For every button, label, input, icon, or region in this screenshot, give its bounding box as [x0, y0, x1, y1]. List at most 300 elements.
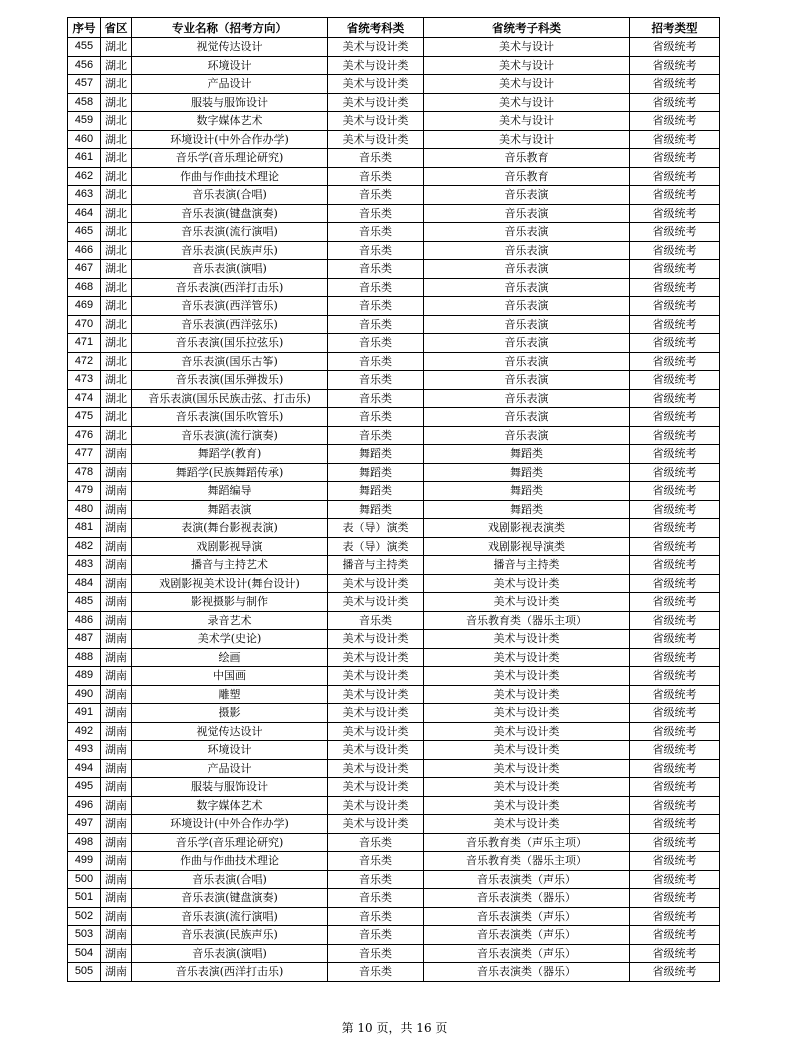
cell-admission-type: 省级统考: [630, 297, 720, 316]
cell-index: 496: [68, 796, 101, 815]
cell-province: 湖南: [101, 852, 132, 871]
cell-index: 465: [68, 223, 101, 242]
cell-exam-category: 美术与设计类: [328, 759, 424, 778]
cell-exam-subcategory: 音乐表演: [424, 204, 630, 223]
cell-admission-type: 省级统考: [630, 426, 720, 445]
cell-major-name: 戏剧影视美术设计(舞台设计): [132, 574, 328, 593]
cell-major-name: 音乐表演(国乐古筝): [132, 352, 328, 371]
table-row: [68, 186, 720, 205]
table-row: [68, 556, 720, 575]
cell-province: 湖北: [101, 167, 132, 186]
cell-admission-type: 省级统考: [630, 685, 720, 704]
cell-major-name: 环境设计: [132, 741, 328, 760]
cell-province: 湖南: [101, 648, 132, 667]
cell-admission-type: 省级统考: [630, 315, 720, 334]
cell-major-name: 音乐表演(国乐吹管乐): [132, 408, 328, 427]
table-row: [68, 297, 720, 316]
cell-major-name: 音乐表演(合唱): [132, 870, 328, 889]
cell-admission-type: 省级统考: [630, 38, 720, 57]
cell-province: 湖南: [101, 870, 132, 889]
cell-exam-subcategory: 舞蹈类: [424, 463, 630, 482]
cell-major-name: 表演(舞台影视表演): [132, 519, 328, 538]
cell-major-name: 音乐表演(西洋打击乐): [132, 963, 328, 982]
cell-admission-type: 省级统考: [630, 260, 720, 279]
cell-index: 491: [68, 704, 101, 723]
cell-admission-type: 省级统考: [630, 815, 720, 834]
cell-exam-subcategory: 音乐表演: [424, 426, 630, 445]
cell-index: 470: [68, 315, 101, 334]
cell-admission-type: 省级统考: [630, 278, 720, 297]
cell-exam-category: 音乐类: [328, 260, 424, 279]
cell-exam-category: 音乐类: [328, 389, 424, 408]
cell-exam-subcategory: 美术与设计类: [424, 704, 630, 723]
cell-exam-subcategory: 音乐表演类（声乐）: [424, 944, 630, 963]
cell-admission-type: 省级统考: [630, 759, 720, 778]
cell-index: 480: [68, 500, 101, 519]
table-row: [68, 371, 720, 390]
table-body: [68, 38, 720, 982]
cell-exam-category: 舞蹈类: [328, 482, 424, 501]
cell-exam-subcategory: 美术与设计: [424, 93, 630, 112]
cell-index: 503: [68, 926, 101, 945]
cell-admission-type: 省级统考: [630, 537, 720, 556]
table-row: [68, 648, 720, 667]
cell-admission-type: 省级统考: [630, 833, 720, 852]
cell-major-name: 音乐表演(流行演唱): [132, 907, 328, 926]
cell-province: 湖南: [101, 537, 132, 556]
cell-major-name: 作曲与作曲技术理论: [132, 852, 328, 871]
header-province: 省区: [101, 18, 132, 38]
table-row: [68, 963, 720, 982]
cell-admission-type: 省级统考: [630, 611, 720, 630]
cell-index: 500: [68, 870, 101, 889]
cell-exam-category: 美术与设计类: [328, 685, 424, 704]
table-row: [68, 389, 720, 408]
cell-index: 495: [68, 778, 101, 797]
cell-admission-type: 省级统考: [630, 630, 720, 649]
table-row: [68, 334, 720, 353]
cell-index: 488: [68, 648, 101, 667]
cell-exam-category: 美术与设计类: [328, 112, 424, 131]
table-row: [68, 796, 720, 815]
table-row: [68, 93, 720, 112]
cell-index: 497: [68, 815, 101, 834]
cell-index: 499: [68, 852, 101, 871]
cell-province: 湖南: [101, 889, 132, 908]
cell-exam-category: 美术与设计类: [328, 648, 424, 667]
cell-exam-category: 音乐类: [328, 167, 424, 186]
cell-exam-category: 美术与设计类: [328, 38, 424, 57]
cell-exam-category: 音乐类: [328, 278, 424, 297]
cell-exam-category: 舞蹈类: [328, 463, 424, 482]
cell-major-name: 音乐表演(演唱): [132, 260, 328, 279]
cell-province: 湖南: [101, 463, 132, 482]
cell-exam-subcategory: 舞蹈类: [424, 500, 630, 519]
cell-admission-type: 省级统考: [630, 574, 720, 593]
cell-major-name: 雕塑: [132, 685, 328, 704]
cell-major-name: 音乐表演(国乐民族击弦、打击乐): [132, 389, 328, 408]
cell-exam-category: 美术与设计类: [328, 741, 424, 760]
cell-index: 492: [68, 722, 101, 741]
cell-index: 476: [68, 426, 101, 445]
cell-exam-category: 音乐类: [328, 426, 424, 445]
admissions-table: [67, 17, 720, 982]
cell-exam-category: 音乐类: [328, 944, 424, 963]
cell-index: 486: [68, 611, 101, 630]
table-row: [68, 630, 720, 649]
cell-province: 湖北: [101, 204, 132, 223]
cell-index: 505: [68, 963, 101, 982]
cell-exam-category: 音乐类: [328, 297, 424, 316]
cell-index: 469: [68, 297, 101, 316]
cell-admission-type: 省级统考: [630, 223, 720, 242]
table-row: [68, 926, 720, 945]
cell-index: 475: [68, 408, 101, 427]
cell-major-name: 音乐表演(演唱): [132, 944, 328, 963]
cell-admission-type: 省级统考: [630, 408, 720, 427]
cell-admission-type: 省级统考: [630, 352, 720, 371]
table-row: [68, 75, 720, 94]
cell-index: 461: [68, 149, 101, 168]
cell-admission-type: 省级统考: [630, 907, 720, 926]
cell-index: 472: [68, 352, 101, 371]
cell-major-name: 音乐表演(民族声乐): [132, 241, 328, 260]
table-row: [68, 537, 720, 556]
table-row: [68, 149, 720, 168]
table-row: [68, 870, 720, 889]
cell-province: 湖南: [101, 796, 132, 815]
cell-index: 485: [68, 593, 101, 612]
table-row: [68, 685, 720, 704]
cell-admission-type: 省级统考: [630, 648, 720, 667]
table-row: [68, 574, 720, 593]
cell-exam-subcategory: 播音与主持类: [424, 556, 630, 575]
cell-exam-subcategory: 音乐表演: [424, 334, 630, 353]
cell-admission-type: 省级统考: [630, 722, 720, 741]
cell-admission-type: 省级统考: [630, 593, 720, 612]
cell-exam-category: 美术与设计类: [328, 630, 424, 649]
cell-province: 湖北: [101, 130, 132, 149]
cell-major-name: 音乐表演(流行演奏): [132, 426, 328, 445]
cell-major-name: 环境设计(中外合作办学): [132, 815, 328, 834]
cell-exam-subcategory: 美术与设计类: [424, 722, 630, 741]
table-row: [68, 482, 720, 501]
cell-admission-type: 省级统考: [630, 667, 720, 686]
table-row: [68, 741, 720, 760]
cell-major-name: 影视摄影与制作: [132, 593, 328, 612]
cell-index: 462: [68, 167, 101, 186]
header-major-name: 专业名称（招考方向）: [132, 18, 328, 38]
cell-index: 489: [68, 667, 101, 686]
cell-admission-type: 省级统考: [630, 334, 720, 353]
cell-exam-subcategory: 美术与设计类: [424, 796, 630, 815]
cell-index: 463: [68, 186, 101, 205]
cell-exam-subcategory: 音乐表演: [424, 352, 630, 371]
cell-admission-type: 省级统考: [630, 926, 720, 945]
table-row: [68, 315, 720, 334]
cell-province: 湖南: [101, 556, 132, 575]
cell-exam-category: 音乐类: [328, 963, 424, 982]
cell-exam-category: 美术与设计类: [328, 75, 424, 94]
cell-province: 湖南: [101, 963, 132, 982]
cell-province: 湖南: [101, 685, 132, 704]
cell-exam-category: 音乐类: [328, 889, 424, 908]
table-row: [68, 667, 720, 686]
table-row: [68, 593, 720, 612]
cell-province: 湖北: [101, 93, 132, 112]
cell-major-name: 视觉传达设计: [132, 722, 328, 741]
table-row: [68, 445, 720, 464]
cell-province: 湖南: [101, 741, 132, 760]
cell-exam-subcategory: 美术与设计: [424, 130, 630, 149]
cell-exam-subcategory: 音乐表演: [424, 315, 630, 334]
cell-major-name: 播音与主持艺术: [132, 556, 328, 575]
cell-exam-subcategory: 美术与设计类: [424, 741, 630, 760]
cell-index: 474: [68, 389, 101, 408]
cell-major-name: 录音艺术: [132, 611, 328, 630]
table-row: [68, 130, 720, 149]
table-row: [68, 722, 720, 741]
cell-exam-subcategory: 音乐表演类（器乐）: [424, 889, 630, 908]
cell-major-name: 舞蹈学(民族舞蹈传承): [132, 463, 328, 482]
cell-admission-type: 省级统考: [630, 519, 720, 538]
cell-exam-category: 美术与设计类: [328, 593, 424, 612]
cell-exam-subcategory: 音乐表演类（声乐）: [424, 907, 630, 926]
header-exam-subcategory: 省统考子科类: [424, 18, 630, 38]
cell-index: 504: [68, 944, 101, 963]
cell-index: 498: [68, 833, 101, 852]
cell-exam-subcategory: 音乐表演类（器乐）: [424, 963, 630, 982]
cell-exam-subcategory: 美术与设计类: [424, 648, 630, 667]
table-row: [68, 759, 720, 778]
cell-exam-subcategory: 美术与设计类: [424, 667, 630, 686]
table-row: [68, 204, 720, 223]
table-row: [68, 56, 720, 75]
cell-province: 湖北: [101, 315, 132, 334]
table-row: [68, 463, 720, 482]
cell-admission-type: 省级统考: [630, 186, 720, 205]
cell-province: 湖南: [101, 482, 132, 501]
cell-exam-subcategory: 美术与设计类: [424, 593, 630, 612]
cell-exam-category: 音乐类: [328, 408, 424, 427]
cell-exam-category: 美术与设计类: [328, 93, 424, 112]
cell-index: 459: [68, 112, 101, 131]
cell-exam-category: 音乐类: [328, 223, 424, 242]
cell-admission-type: 省级统考: [630, 149, 720, 168]
cell-exam-category: 音乐类: [328, 204, 424, 223]
cell-exam-subcategory: 美术与设计: [424, 75, 630, 94]
cell-major-name: 产品设计: [132, 75, 328, 94]
cell-major-name: 音乐表演(民族声乐): [132, 926, 328, 945]
cell-major-name: 作曲与作曲技术理论: [132, 167, 328, 186]
cell-admission-type: 省级统考: [630, 944, 720, 963]
cell-index: 464: [68, 204, 101, 223]
cell-exam-category: 美术与设计类: [328, 574, 424, 593]
cell-exam-category: 表（导）演类: [328, 537, 424, 556]
cell-major-name: 音乐表演(键盘演奏): [132, 204, 328, 223]
cell-province: 湖北: [101, 278, 132, 297]
cell-admission-type: 省级统考: [630, 56, 720, 75]
cell-index: 501: [68, 889, 101, 908]
cell-exam-category: 音乐类: [328, 833, 424, 852]
cell-exam-subcategory: 音乐教育类（器乐主项）: [424, 852, 630, 871]
cell-major-name: 音乐表演(国乐拉弦乐): [132, 334, 328, 353]
cell-admission-type: 省级统考: [630, 371, 720, 390]
cell-exam-subcategory: 音乐表演: [424, 297, 630, 316]
cell-exam-category: 音乐类: [328, 611, 424, 630]
header-index: 序号: [68, 18, 101, 38]
cell-admission-type: 省级统考: [630, 870, 720, 889]
cell-admission-type: 省级统考: [630, 93, 720, 112]
cell-province: 湖南: [101, 667, 132, 686]
cell-province: 湖北: [101, 186, 132, 205]
cell-exam-category: 音乐类: [328, 870, 424, 889]
cell-admission-type: 省级统考: [630, 482, 720, 501]
cell-province: 湖南: [101, 519, 132, 538]
table-row: [68, 260, 720, 279]
page-number: 第 10 页，共 16 页: [341, 1021, 448, 1035]
header-admission-type: 招考类型: [630, 18, 720, 38]
cell-exam-category: 表（导）演类: [328, 519, 424, 538]
cell-major-name: 音乐学(音乐理论研究): [132, 833, 328, 852]
cell-province: 湖北: [101, 56, 132, 75]
cell-province: 湖北: [101, 38, 132, 57]
table-row: [68, 889, 720, 908]
table-row: [68, 112, 720, 131]
cell-admission-type: 省级统考: [630, 741, 720, 760]
cell-major-name: 音乐学(音乐理论研究): [132, 149, 328, 168]
table-row: [68, 426, 720, 445]
table-row: [68, 852, 720, 871]
cell-admission-type: 省级统考: [630, 963, 720, 982]
cell-major-name: 音乐表演(流行演唱): [132, 223, 328, 242]
cell-major-name: 音乐表演(合唱): [132, 186, 328, 205]
cell-admission-type: 省级统考: [630, 389, 720, 408]
cell-admission-type: 省级统考: [630, 463, 720, 482]
cell-index: 468: [68, 278, 101, 297]
cell-province: 湖北: [101, 389, 132, 408]
cell-exam-category: 音乐类: [328, 241, 424, 260]
cell-major-name: 环境设计(中外合作办学): [132, 130, 328, 149]
cell-province: 湖南: [101, 611, 132, 630]
cell-admission-type: 省级统考: [630, 75, 720, 94]
table-row: [68, 167, 720, 186]
cell-major-name: 数字媒体艺术: [132, 112, 328, 131]
cell-major-name: 舞蹈编导: [132, 482, 328, 501]
cell-exam-category: 音乐类: [328, 186, 424, 205]
cell-major-name: 音乐表演(西洋弦乐): [132, 315, 328, 334]
cell-province: 湖北: [101, 241, 132, 260]
cell-major-name: 视觉传达设计: [132, 38, 328, 57]
cell-province: 湖北: [101, 223, 132, 242]
cell-province: 湖南: [101, 944, 132, 963]
cell-exam-subcategory: 美术与设计类: [424, 759, 630, 778]
cell-major-name: 音乐表演(西洋打击乐): [132, 278, 328, 297]
cell-exam-category: 美术与设计类: [328, 56, 424, 75]
cell-major-name: 绘画: [132, 648, 328, 667]
cell-exam-subcategory: 音乐表演: [424, 241, 630, 260]
cell-province: 湖南: [101, 926, 132, 945]
cell-exam-category: 音乐类: [328, 149, 424, 168]
cell-exam-category: 美术与设计类: [328, 722, 424, 741]
cell-major-name: 音乐表演(键盘演奏): [132, 889, 328, 908]
table-header-row: [68, 18, 720, 38]
cell-exam-subcategory: 音乐教育类（声乐主项）: [424, 833, 630, 852]
cell-major-name: 音乐表演(国乐弹拨乐): [132, 371, 328, 390]
table-row: [68, 611, 720, 630]
cell-exam-category: 播音与主持类: [328, 556, 424, 575]
table-row: [68, 815, 720, 834]
cell-index: 482: [68, 537, 101, 556]
cell-index: 494: [68, 759, 101, 778]
header-exam-category: 省统考科类: [328, 18, 424, 38]
cell-major-name: 音乐表演(西洋管乐): [132, 297, 328, 316]
table-row: [68, 38, 720, 57]
cell-major-name: 美术学(史论): [132, 630, 328, 649]
cell-major-name: 产品设计: [132, 759, 328, 778]
cell-province: 湖北: [101, 149, 132, 168]
cell-exam-category: 美术与设计类: [328, 815, 424, 834]
cell-major-name: 服装与服饰设计: [132, 778, 328, 797]
cell-exam-subcategory: 音乐表演类（声乐）: [424, 926, 630, 945]
cell-index: 455: [68, 38, 101, 57]
cell-index: 466: [68, 241, 101, 260]
cell-exam-subcategory: 音乐表演: [424, 186, 630, 205]
cell-exam-subcategory: 舞蹈类: [424, 445, 630, 464]
table-row: [68, 907, 720, 926]
cell-exam-subcategory: 美术与设计: [424, 112, 630, 131]
cell-province: 湖北: [101, 408, 132, 427]
cell-exam-subcategory: 音乐表演: [424, 278, 630, 297]
cell-exam-category: 音乐类: [328, 371, 424, 390]
cell-index: 467: [68, 260, 101, 279]
cell-admission-type: 省级统考: [630, 556, 720, 575]
cell-province: 湖北: [101, 112, 132, 131]
cell-province: 湖南: [101, 722, 132, 741]
cell-province: 湖南: [101, 630, 132, 649]
cell-exam-subcategory: 戏剧影视表演类: [424, 519, 630, 538]
table-row: [68, 500, 720, 519]
cell-major-name: 舞蹈表演: [132, 500, 328, 519]
cell-exam-subcategory: 音乐教育: [424, 149, 630, 168]
cell-exam-subcategory: 舞蹈类: [424, 482, 630, 501]
cell-exam-category: 音乐类: [328, 315, 424, 334]
cell-province: 湖南: [101, 759, 132, 778]
cell-exam-category: 美术与设计类: [328, 667, 424, 686]
cell-exam-subcategory: 美术与设计类: [424, 815, 630, 834]
cell-index: 460: [68, 130, 101, 149]
cell-province: 湖南: [101, 704, 132, 723]
cell-admission-type: 省级统考: [630, 778, 720, 797]
table-row: [68, 278, 720, 297]
cell-exam-subcategory: 音乐表演: [424, 408, 630, 427]
table-row: [68, 704, 720, 723]
cell-index: 483: [68, 556, 101, 575]
cell-province: 湖北: [101, 334, 132, 353]
table-row: [68, 519, 720, 538]
cell-major-name: 舞蹈学(教育): [132, 445, 328, 464]
cell-index: 457: [68, 75, 101, 94]
cell-exam-subcategory: 美术与设计类: [424, 630, 630, 649]
cell-exam-subcategory: 音乐表演: [424, 223, 630, 242]
table-row: [68, 352, 720, 371]
cell-admission-type: 省级统考: [630, 130, 720, 149]
cell-index: 456: [68, 56, 101, 75]
cell-admission-type: 省级统考: [630, 445, 720, 464]
cell-province: 湖北: [101, 260, 132, 279]
cell-index: 487: [68, 630, 101, 649]
cell-major-name: 中国画: [132, 667, 328, 686]
